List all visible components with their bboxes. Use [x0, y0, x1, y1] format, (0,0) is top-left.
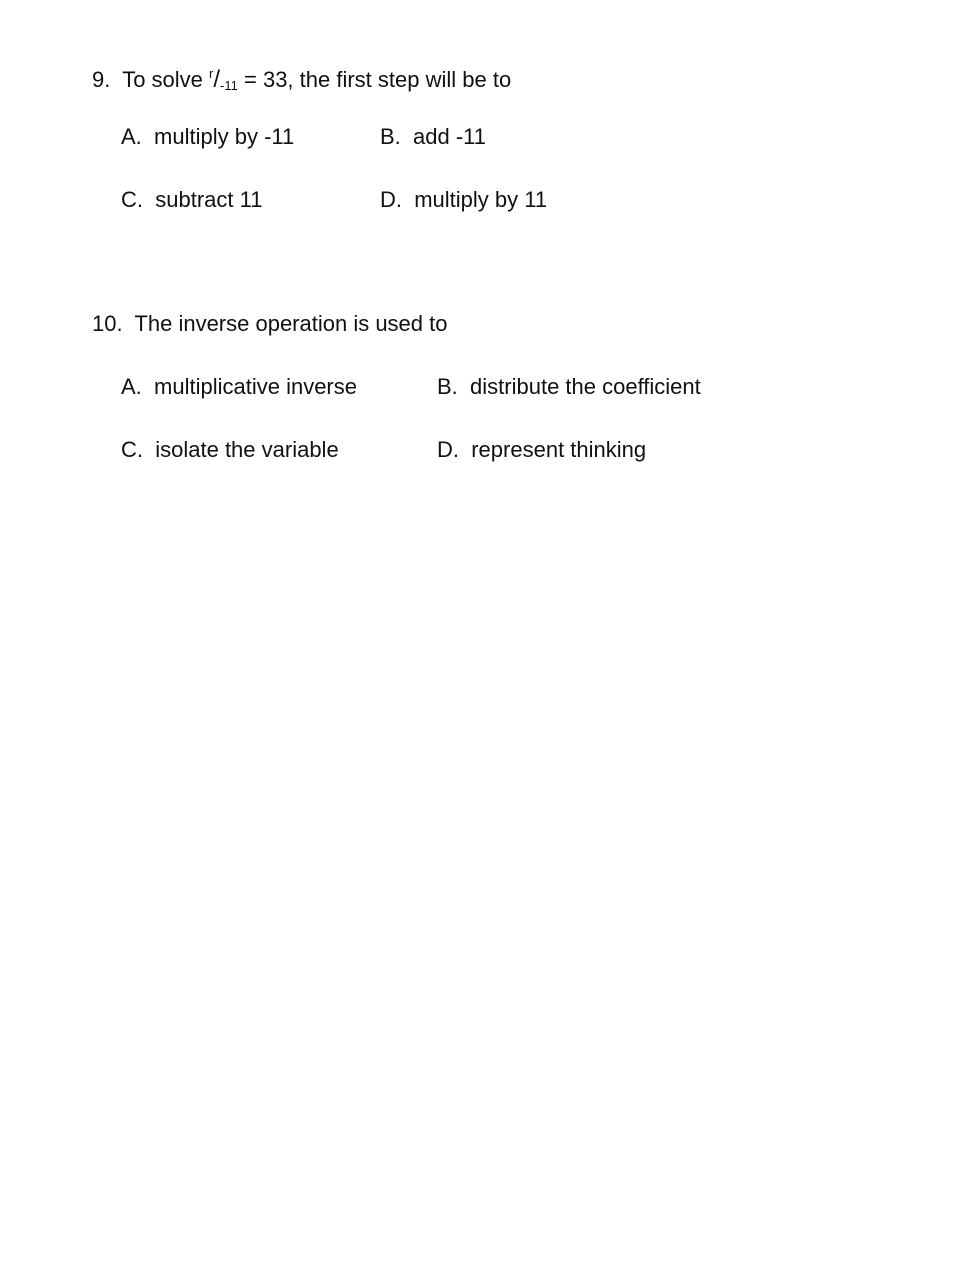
option-letter: A.: [121, 374, 142, 399]
fraction-slash: /: [213, 66, 221, 93]
option-letter: C.: [121, 187, 143, 212]
option-text: multiply by -11: [154, 124, 295, 149]
option-letter: B.: [437, 374, 458, 399]
option-text: isolate the variable: [155, 437, 339, 462]
question-9-stem: [92, 60, 511, 100]
option-text: multiply by 11: [414, 187, 548, 212]
question-10-option-d[interactable]: [437, 436, 646, 464]
option-text: multiplicative inverse: [154, 374, 357, 399]
option-text: add -11: [413, 124, 487, 149]
question-stem: The inverse operation is used to: [134, 311, 448, 336]
question-10-option-a[interactable]: [121, 373, 357, 401]
question-10-option-b[interactable]: [437, 373, 701, 401]
fraction-numerator: r: [209, 66, 214, 81]
fraction: [209, 67, 238, 92]
question-stem-prefix: To solve: [122, 67, 203, 92]
question-number: 10.: [92, 311, 123, 336]
question-9-option-c[interactable]: [121, 186, 262, 214]
option-text: distribute the coefficient: [470, 374, 701, 399]
question-9-option-d[interactable]: [380, 186, 547, 214]
option-letter: C.: [121, 437, 143, 462]
option-text: subtract 11: [155, 187, 263, 212]
option-letter: B.: [380, 124, 401, 149]
question-stem-suffix: = 33, the first step will be to: [244, 67, 512, 92]
question-number: 9.: [92, 67, 111, 92]
question-9-option-a[interactable]: [121, 123, 294, 151]
option-letter: D.: [437, 437, 459, 462]
question-10-option-c[interactable]: [121, 436, 339, 464]
option-text: represent thinking: [471, 437, 647, 462]
question-10-stem: [92, 310, 448, 338]
question-9-option-b[interactable]: [380, 123, 486, 151]
option-letter: A.: [121, 124, 142, 149]
option-letter: D.: [380, 187, 402, 212]
fraction-denominator: -11: [220, 78, 238, 93]
